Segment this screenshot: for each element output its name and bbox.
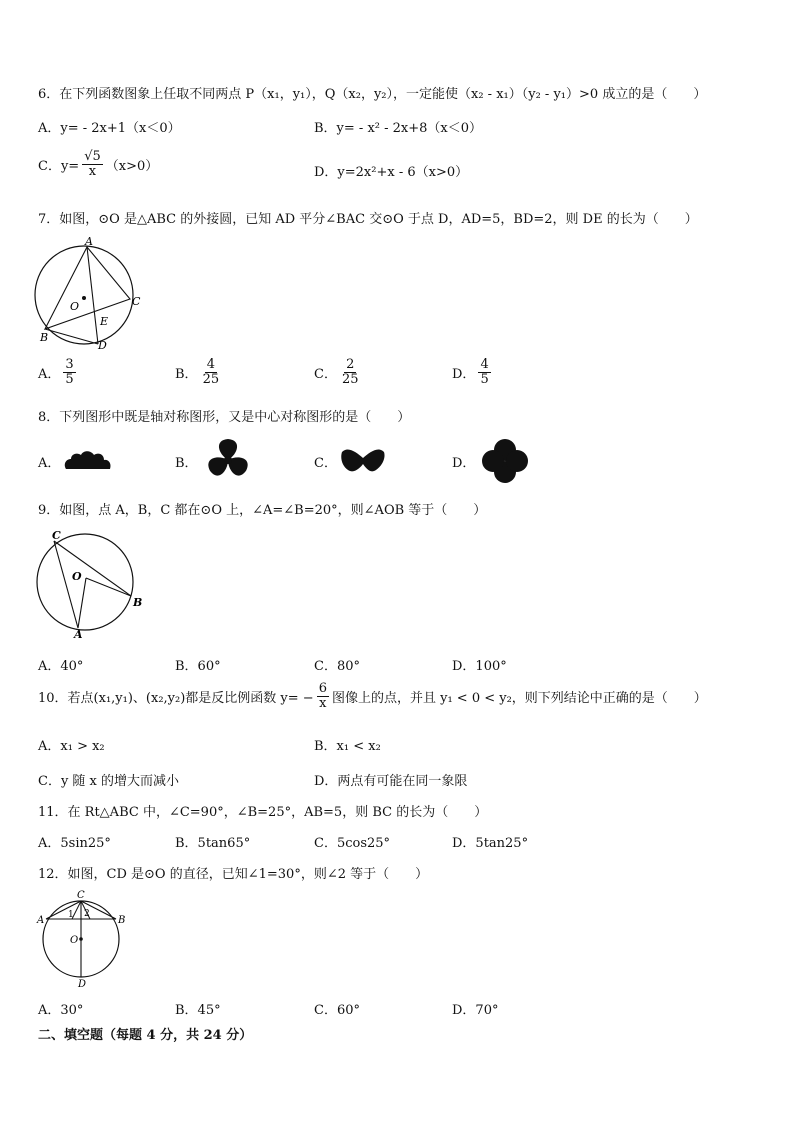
q6-stem: 6．在下列函数图象上任取不同两点 P（x₁，y₁），Q（x₂，y₂），一定能使（x₂ - x₁）（y₂ - y₁）>0 成立的是（ ） xyxy=(38,87,707,102)
q7-option-c-den: 25 xyxy=(341,371,359,387)
q7-option-a-num: 3 xyxy=(65,357,74,372)
q8-shape-d-quatrefoil xyxy=(478,437,532,485)
q7-option-c-num: 2 xyxy=(346,357,355,372)
q12-option-c: C．60° xyxy=(314,1003,360,1018)
q10-stem-pre: 10．若点(x₁,y₁)、(x₂,y₂)都是反比例函数 y= − xyxy=(38,690,314,706)
q10-denominator: x xyxy=(319,695,327,711)
q12-angle-1: 1 xyxy=(68,910,74,920)
q7-center-dot xyxy=(82,296,86,300)
q7-circle xyxy=(35,246,133,344)
q7-label-d: D xyxy=(98,339,107,352)
q8-option-d-label: D． xyxy=(452,456,476,471)
q10-stem-post: 图像上的点，并且 y₁ < 0 < y₂，则下列结论中正确的是（ ） xyxy=(331,690,707,706)
q9-segment-ob xyxy=(86,578,131,596)
q12-label-a: A xyxy=(37,915,45,926)
q10-stem xyxy=(38,682,707,710)
q7-label-o: O xyxy=(70,300,80,313)
q6-option-a: A．y= - 2x+1（x＜0） xyxy=(38,121,181,136)
q10-option-d: D．两点有可能在同一象限 xyxy=(314,774,468,789)
q6-option-c xyxy=(38,150,158,178)
q10-option-c: C．y 随 x 的增大而减小 xyxy=(38,774,180,789)
q7-option-a-letter: A． xyxy=(38,366,61,382)
q7-label-c: C xyxy=(132,295,141,308)
q12-circle-figure xyxy=(34,887,134,991)
q7-option-d-fraction xyxy=(478,358,490,386)
q9-segment-oa xyxy=(78,578,86,628)
q7-option-b-letter: B． xyxy=(175,366,198,382)
q11-option-c: C．5cos25° xyxy=(314,836,391,851)
q7-option-a xyxy=(38,358,79,386)
q7-option-d-letter: D． xyxy=(452,366,476,382)
q7-option-a-den: 5 xyxy=(65,371,74,387)
q12-segment-ac xyxy=(46,901,81,919)
q12-option-d: D．70° xyxy=(452,1003,499,1018)
q7-option-b-fraction xyxy=(201,358,222,386)
q10-numerator: 6 xyxy=(318,681,327,696)
q10-option-a: A．x₁ > x₂ xyxy=(38,739,105,754)
q8-option-b-label: B． xyxy=(175,456,198,471)
q7-option-d-num: 4 xyxy=(480,357,489,372)
q7-circle-figure xyxy=(30,232,155,354)
q11-option-d: D．5tan25° xyxy=(452,836,529,851)
q7-label-b: B xyxy=(40,331,49,344)
q8-shape-c-bowtie xyxy=(340,444,386,476)
q7-option-c xyxy=(314,358,364,386)
q9-label-c: C xyxy=(52,529,61,542)
q9-label-a: A xyxy=(74,628,83,641)
q7-option-c-letter: C． xyxy=(314,366,337,382)
q8-shape-b-trefoil xyxy=(200,438,256,484)
q6-c-numerator: √5 xyxy=(84,149,101,164)
q12-option-a: A．30° xyxy=(38,1003,84,1018)
q9-label-b: B xyxy=(133,596,143,609)
q9-circle-figure xyxy=(34,526,154,641)
q8-option-a-label: A． xyxy=(38,456,61,471)
q11-stem: 11．在 Rt△ABC 中，∠C=90°，∠B=25°，AB=5，则 BC 的长为（ ） xyxy=(38,805,488,820)
q9-label-o: O xyxy=(72,570,82,583)
q7-label-a: A xyxy=(85,235,93,248)
q8-stem: 8．下列图形中既是轴对称图形，又是中心对称图形的是（ ） xyxy=(38,410,411,425)
q8-shape-a-cloud xyxy=(62,447,114,473)
q7-option-b-den: 25 xyxy=(202,371,220,387)
q7-option-c-fraction xyxy=(340,358,361,386)
q12-label-d: D xyxy=(78,979,87,990)
q6-option-b: B．y= - x² - 2x+8（x＜0） xyxy=(314,121,483,136)
q6-c-denominator: x xyxy=(88,163,97,179)
q9-segment-ca xyxy=(54,541,78,628)
q7-option-d xyxy=(452,358,494,386)
q9-option-b: B．60° xyxy=(175,659,221,674)
q10-fraction xyxy=(317,682,329,710)
q12-center-dot xyxy=(79,937,83,941)
q9-stem: 9．如图，点 A，B，C 都在⊙O 上，∠A=∠B=20°，则∠AOB 等于（ ） xyxy=(38,503,487,518)
q10-option-b: B．x₁ < x₂ xyxy=(314,739,381,754)
q6-c-fraction xyxy=(82,150,103,178)
q6-option-d: D．y=2x²+x - 6（x>0） xyxy=(314,165,469,180)
q6-c-prefix: C．y= xyxy=(38,158,80,174)
q7-option-a-fraction xyxy=(63,358,75,386)
q6-c-suffix: （x>0） xyxy=(105,158,159,174)
q7-option-b xyxy=(175,358,224,386)
q7-segment-ad xyxy=(87,247,98,344)
q8-option-c-label: C． xyxy=(314,456,337,471)
q12-label-o: O xyxy=(70,935,79,946)
q9-option-d: D．100° xyxy=(452,659,507,674)
q9-option-c: C．80° xyxy=(314,659,360,674)
q12-label-c: C xyxy=(77,890,85,901)
q7-option-b-num: 4 xyxy=(206,357,215,372)
q12-option-b: B．45° xyxy=(175,1003,221,1018)
q7-stem: 7．如图，⊙O 是△ABC 的外接圆，已知 AD 平分∠BAC 交⊙O 于点 D，AD=5，BD=2，则 DE 的长为（ ） xyxy=(38,212,698,227)
q11-option-a: A．5sin25° xyxy=(38,836,111,851)
q12-stem: 12．如图，CD 是⊙O 的直径，已知∠1=30°，则∠2 等于（ ） xyxy=(38,867,429,882)
section-2-heading: 二、填空题（每题 4 分，共 24 分） xyxy=(38,1028,253,1043)
q7-segment-bd xyxy=(45,329,98,344)
q12-label-b: B xyxy=(118,915,126,926)
q9-option-a: A．40° xyxy=(38,659,84,674)
q7-label-e: E xyxy=(100,315,109,328)
q7-option-d-den: 5 xyxy=(480,371,489,387)
q11-option-b: B．5tan65° xyxy=(175,836,251,851)
q12-angle-2: 2 xyxy=(84,909,90,919)
